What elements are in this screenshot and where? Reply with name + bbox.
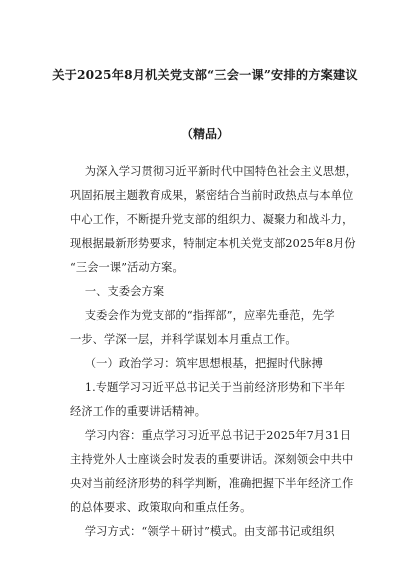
body-line: 经济工作的重要讲话精神。 bbox=[70, 405, 207, 418]
body-line: 支委会作为党支部的“指挥部”，应率先垂范，先学 bbox=[70, 309, 335, 322]
body-line: 的总体要求、政策取向和重点任务。 bbox=[70, 501, 252, 514]
subsection-heading: （一）政治学习：筑牢思想根基，把握时代脉搏 bbox=[70, 357, 323, 370]
document-subtitle: （精品） bbox=[180, 127, 229, 141]
body-line: 为深入学习贯彻习近平新时代中国特色社会主义思想， bbox=[70, 165, 357, 178]
body-line: 主持党外人士座谈会时发表的重要讲话。深刻领会中共中 bbox=[70, 453, 354, 466]
body-line: “三会一课”活动方案。 bbox=[70, 261, 184, 274]
body-line: 巩固拓展主题教育成果，紧密结合当前时政热点与本单位 bbox=[70, 189, 354, 202]
body-line: 央对当前经济形势的科学判断，准确把握下半年经济工作 bbox=[70, 477, 354, 490]
body-line: 现根据最新形势要求，特制定本机关党支部2025年8月份 bbox=[70, 237, 356, 250]
body-line: 学习方式：“领学＋研讨”模式。由支部书记或组织 bbox=[70, 525, 335, 538]
document-body bbox=[70, 160, 362, 544]
document-title: 关于2025年8月机关党支部“三会一课”安排的方案建议 bbox=[52, 68, 358, 82]
body-line: 学习内容：重点学习习近平总书记于2025年7月31日 bbox=[70, 429, 352, 442]
section-heading: 一、支委会方案 bbox=[70, 285, 165, 298]
body-line: 1.专题学习习近平总书记关于当前经济形势和下半年 bbox=[70, 381, 346, 394]
body-line: 一步、学深一层，并科学谋划本月重点工作。 bbox=[70, 333, 297, 346]
body-line: 中心工作，不断提升党支部的组织力、凝聚力和战斗力， bbox=[70, 213, 354, 226]
